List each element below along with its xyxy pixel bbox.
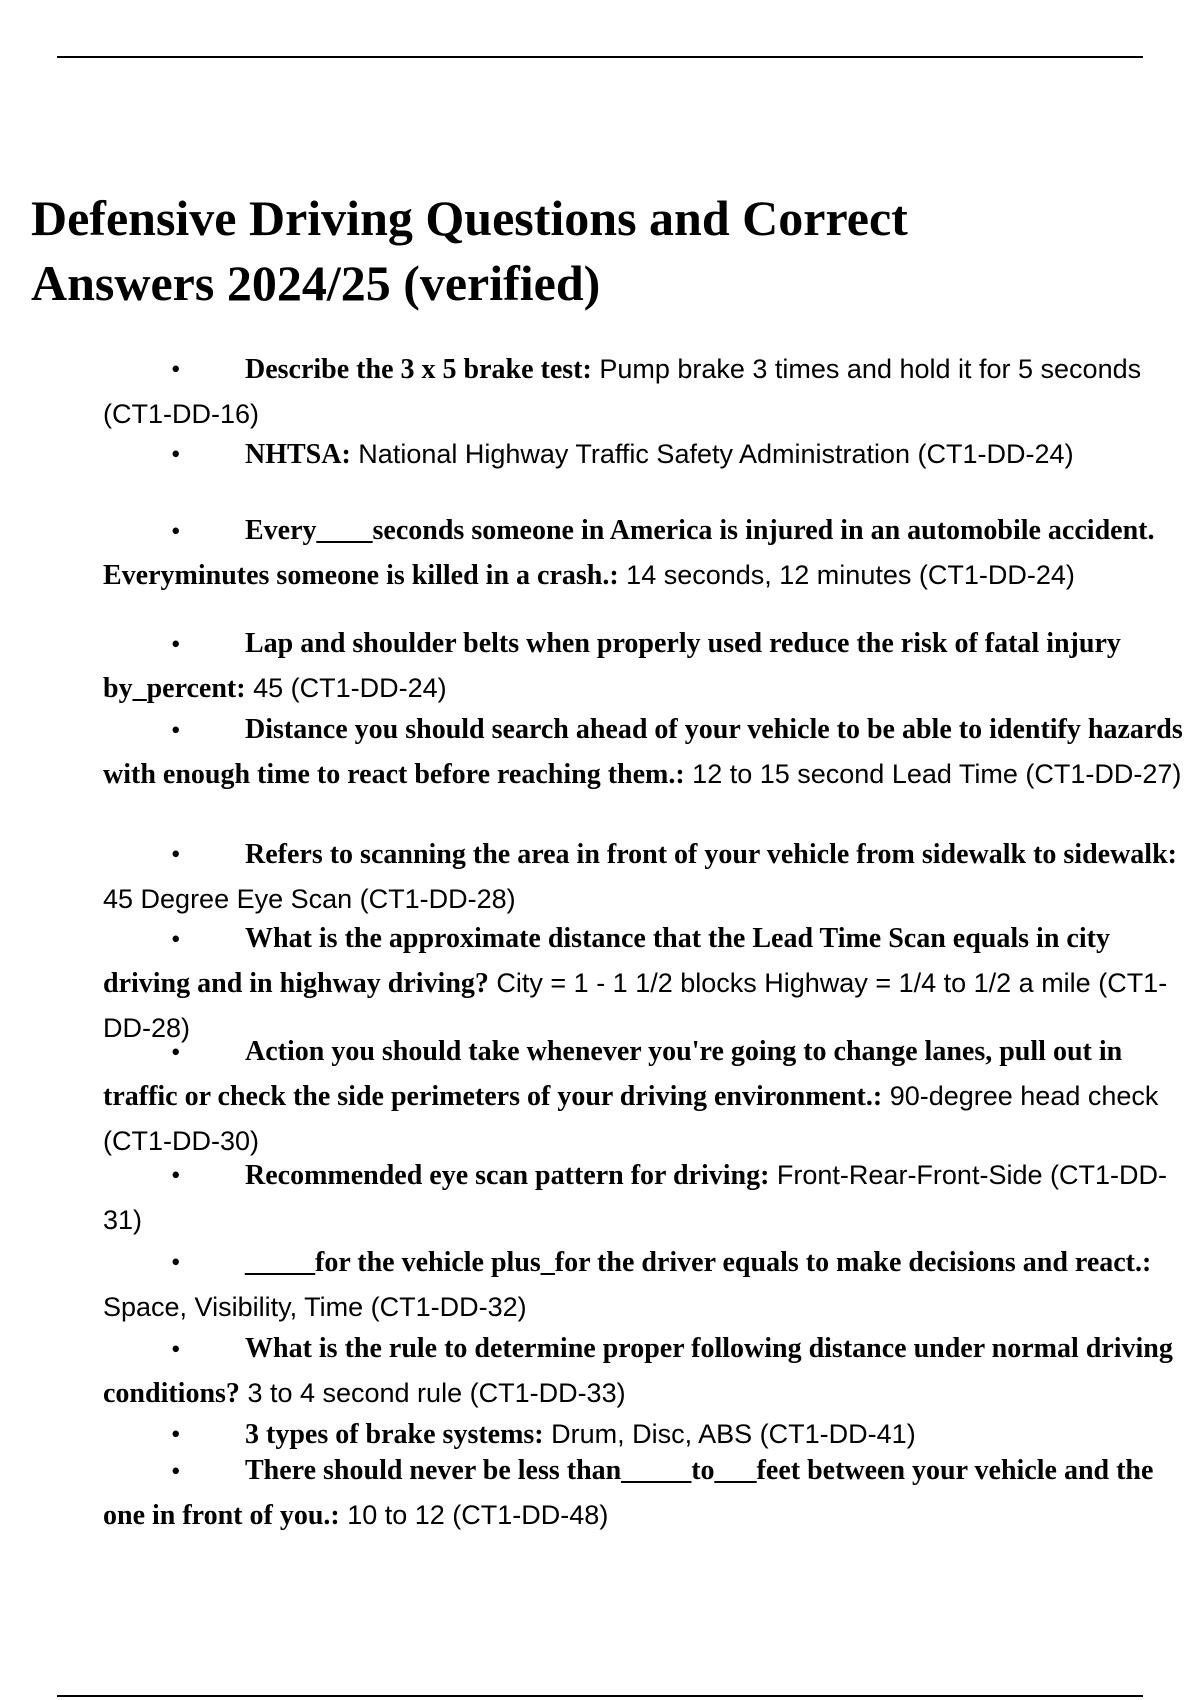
question-text: There should never be less than_____to___feet between your vehicle and the one in front of you.: xyxy=(103,1455,1154,1531)
question-text: Distance you should search ahead of your vehicle to be able to identify hazards with enough time to react before reaching them.: xyxy=(103,714,1183,790)
bullet-icon: • xyxy=(171,1334,181,1364)
list-item xyxy=(103,1244,1186,1334)
title-line-1: Defensive Driving Questions and Correct xyxy=(31,190,908,246)
bullet-icon: • xyxy=(171,516,181,546)
question-text: Lap and shoulder belts when properly used reduce the risk of fatal injury by_percent: xyxy=(103,628,1121,704)
answer-text: Pump brake 3 times and hold it for 5 seconds (CT1-DD-16) xyxy=(103,354,1142,429)
bullet-icon: • xyxy=(171,1419,181,1449)
list-item xyxy=(103,1331,1186,1420)
answer-text: 45 Degree Eye Scan (CT1-DD-28) xyxy=(103,884,516,914)
answer-text: 12 to 15 second Lead Time (CT1-DD-27) xyxy=(684,759,1182,789)
question-text: Describe the 3 x 5 brake test: xyxy=(245,354,592,385)
list-item xyxy=(103,351,1186,441)
answer-text: 90-degree head check (CT1-DD-30) xyxy=(103,1081,1159,1156)
list-item xyxy=(103,712,1186,801)
question-text: _____for the vehicle plus_for the driver equals to make decisions and react.: xyxy=(245,1247,1152,1278)
bottom-rule xyxy=(57,1695,1143,1697)
question-text: Every____seconds someone in America is injured in an automobile accident. Everyminutes someone is killed in a crash.: xyxy=(103,515,1155,591)
list-item xyxy=(103,626,1186,715)
bullet-icon: • xyxy=(171,629,181,659)
answer-text: 3 to 4 second rule (CT1-DD-33) xyxy=(239,1378,626,1408)
answer-text: National Highway Traffic Safety Administration (CT1-DD-24) xyxy=(350,439,1074,469)
list-item xyxy=(103,513,1186,602)
bullet-icon: • xyxy=(171,1037,181,1067)
list-item xyxy=(103,836,1186,926)
question-text: 3 types of brake systems: xyxy=(245,1419,544,1450)
top-rule xyxy=(57,56,1143,58)
bullet-icon: • xyxy=(171,1247,181,1277)
answer-text: Space, Visibility, Time (CT1-DD-32) xyxy=(103,1292,527,1322)
answer-text: 10 to 12 (CT1-DD-48) xyxy=(339,1500,609,1530)
question-text: NHTSA: xyxy=(245,439,351,470)
answer-text: City = 1 - 1 1/2 blocks Highway = 1/4 to 1/2 a mile (CT1-DD-28) xyxy=(103,968,1168,1043)
bullet-icon: • xyxy=(171,1160,181,1190)
question-text: Refers to scanning the area in front of your vehicle from sidewalk to sidewalk: xyxy=(245,839,1177,870)
list-item xyxy=(103,1034,1186,1168)
answer-text: 45 (CT1-DD-24) xyxy=(245,673,447,703)
bullet-icon: • xyxy=(171,1456,181,1486)
page-title xyxy=(31,186,1171,316)
bullet-icon: • xyxy=(171,354,181,384)
question-text: Action you should take whenever you're going to change lanes, pull out in traffic or check the side perimeters of your driving environment.: xyxy=(103,1036,1123,1112)
answer-text: 14 seconds, 12 minutes (CT1-DD-24) xyxy=(618,560,1075,590)
title-line-2: Answers 2024/25 (verified) xyxy=(31,255,601,311)
list-item xyxy=(103,1453,1186,1542)
bullet-icon: • xyxy=(171,839,181,869)
question-text: What is the rule to determine proper following distance under normal driving conditions? xyxy=(103,1333,1173,1409)
bullet-icon: • xyxy=(171,439,181,469)
question-text: What is the approximate distance that the Lead Time Scan equals in city driving and in highway driving? xyxy=(103,923,1110,999)
answer-text: Front-Rear-Front-Side (CT1-DD-31) xyxy=(103,1160,1167,1235)
question-text: Recommended eye scan pattern for driving: xyxy=(245,1160,770,1191)
list-item xyxy=(103,436,1186,481)
bullet-icon: • xyxy=(171,715,181,745)
list-item xyxy=(103,1157,1186,1247)
answer-text: Drum, Disc, ABS (CT1-DD-41) xyxy=(543,1419,916,1449)
bullet-icon: • xyxy=(171,924,181,954)
